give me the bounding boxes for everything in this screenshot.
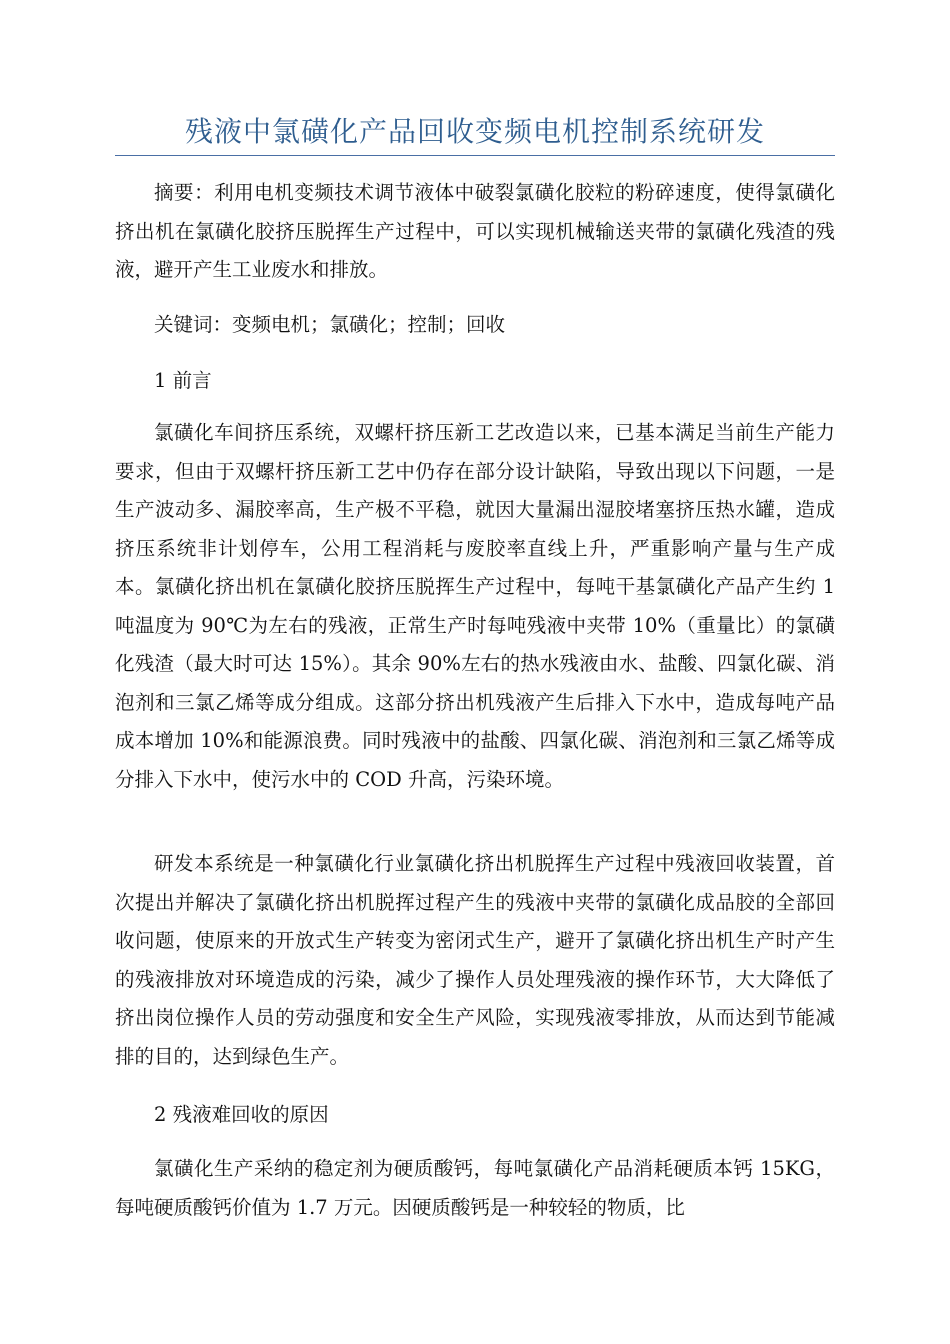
section1-para2-block [115, 845, 835, 1076]
abstract-block [115, 174, 835, 290]
section-heading-2: 2 残液难回收的原因 [154, 1103, 329, 1126]
document-title: 残液中氯磺化产品回收变频电机控制系统研发 [184, 115, 765, 148]
section-heading-1: 1 前言 [154, 369, 212, 392]
keywords-block [115, 306, 835, 345]
section1-paragraph-2: 研发本系统是一种氯磺化行业氯磺化挤出机脱挥生产过程中残液回收装置，首次提出并解决了氯磺化挤出机脱挥过程产生的残液中夹带的氯磺化成品胶的全部回收问题，使原来的开放式生产转变为密闭式生产，避开了氯磺化挤出机生产时产生的残液排放对环境造成的污染，减少了操作人员处理残液的操作环节，大大降低了挤出岗位操作人员的劳动强度和安全生产风险，实现残液零排放，从而达到节能减排的目的，达到绿色生产。 [115, 852, 835, 1068]
section2-heading-block [115, 1096, 835, 1135]
abstract-paragraph: 摘要：利用电机变频技术调节液体中破裂氯磺化胶粒的粉碎速度，使得氯磺化挤出机在氯磺化胶挤压脱挥生产过程中，可以实现机械输送夹带的氯磺化残渣的残液，避开产生工业废水和排放。 [115, 181, 835, 281]
title-underline [115, 155, 835, 156]
keywords-line: 关键词：变频电机；氯磺化；控制；回收 [154, 313, 506, 336]
section1-para1-block [115, 414, 835, 799]
section2-para1-block [115, 1150, 835, 1227]
section1-paragraph-1: 氯磺化车间挤压系统，双螺杆挤压新工艺改造以来，已基本满足当前生产能力要求，但由于双螺杆挤压新工艺中仍存在部分设计缺陷，导致出现以下问题，一是生产波动多、漏胶率高，生产极不平稳，就因大量漏出湿胶堵塞挤压热水罐，造成挤压系统非计划停车，公用工程消耗与废胶率直线上升，严重影响产量与生产成本。氯磺化挤出机在氯磺化胶挤压脱挥生产过程中，每吨干基氯磺化产品产生约 1 吨温度为 90℃为左右的残液，正常生产时每吨残液中夹带 10%（重量比）的氯磺化残渣（最大时可达 15%）。其余 90%左右的热水残液由水、盐酸、四氯化碳、消泡剂和三氯乙烯等成分组成。这部分挤出机残液产生后排入下水中，造成每吨产品成本增加 10%和能源浪费。同时残液中的盐酸、四氯化碳、消泡剂和三氯乙烯等成分排入下水中，使污水中的 COD 升高，污染环境。 [115, 421, 835, 791]
section2-paragraph-1: 氯磺化生产采纳的稳定剂为硬质酸钙，每吨氯磺化产品消耗硬质本钙 15KG，每吨硬质酸钙价值为 1.7 万元。因硬质酸钙是一种较轻的物质，比 [115, 1157, 835, 1219]
section1-heading-block [115, 362, 835, 401]
